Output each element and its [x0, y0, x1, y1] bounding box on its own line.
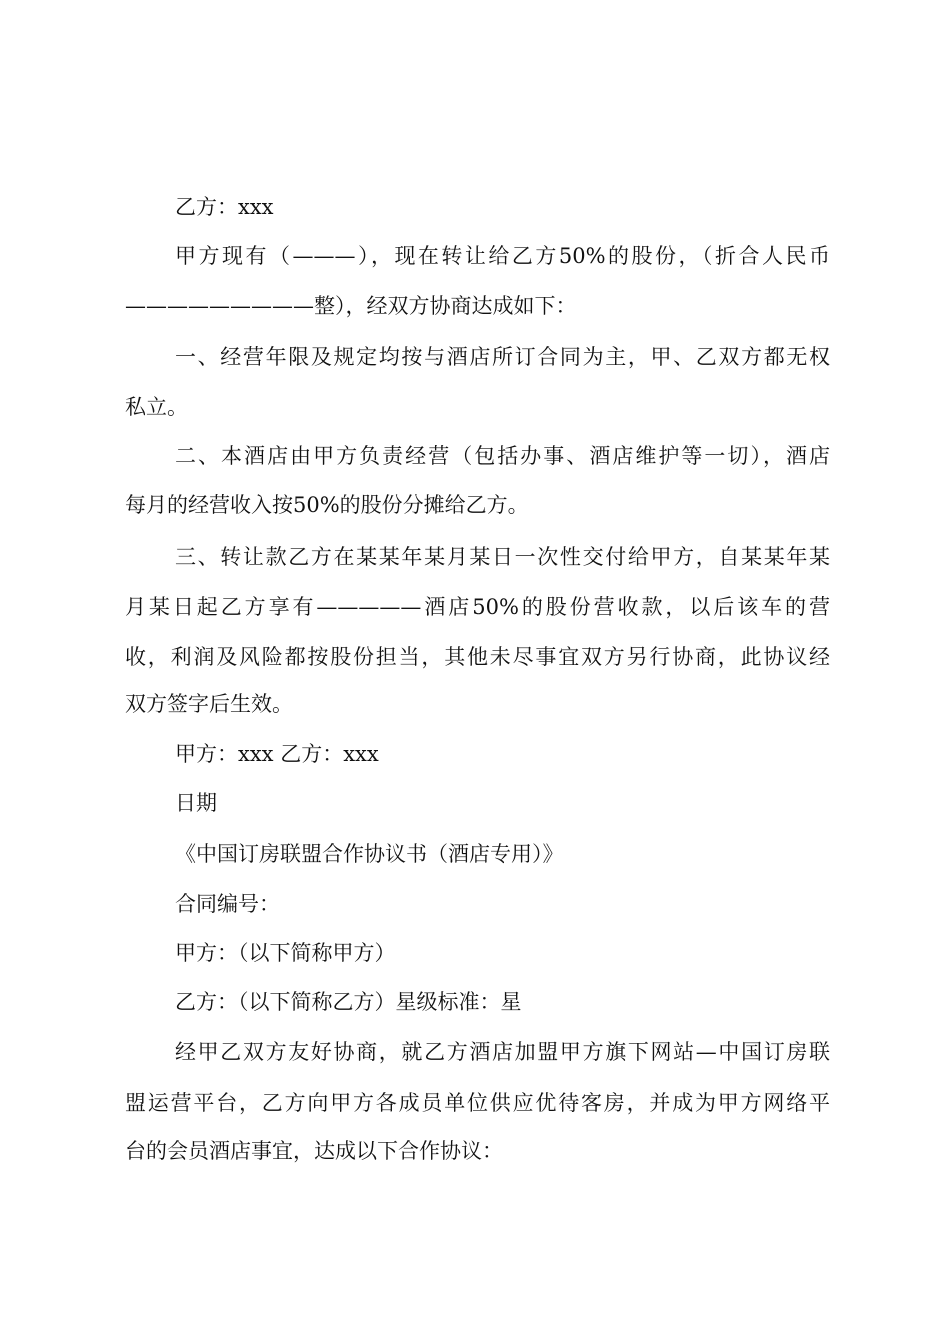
closing-paragraph-line-1: 经甲乙双方友好协商，就乙方酒店加盟甲方旗下网站—中国订房联 — [175, 1040, 830, 1064]
party-b-line: 乙方：xxx — [175, 195, 274, 219]
clause-2-line-2: 每月的经营收入按50%的股份分摊给乙方。 — [125, 493, 529, 517]
contract-number-label: 合同编号： — [175, 892, 280, 916]
clause-2-line-1: 二、本酒店由甲方负责经营（包括办事、酒店维护等一切），酒店 — [175, 444, 830, 468]
closing-paragraph-line-3: 台的会员酒店事宜，达成以下合作协议： — [125, 1139, 503, 1163]
agreement-title: 《中国订房联盟合作协议书（酒店专用）》 — [175, 842, 564, 866]
date-label: 日期 — [175, 791, 217, 815]
clause-3-line-4: 双方签字后生效。 — [125, 692, 293, 716]
clause-1-line-2: 私立。 — [125, 395, 188, 419]
paragraph-intro-line-2: —————————整），经双方协商达成如下： — [125, 294, 577, 318]
clause-3-line-1: 三、转让款乙方在某某年某月某日一次性交付给甲方，自某某年某 — [175, 545, 830, 569]
clause-3-line-3: 收，利润及风险都按股份担当，其他未尽事宜双方另行协商，此协议经 — [125, 645, 830, 669]
party-a-label: 甲方：（以下简称甲方） — [175, 941, 396, 965]
party-b-label: 乙方：（以下简称乙方）星级标准：星 — [175, 990, 522, 1014]
signature-line: 甲方：xxx 乙方：xxx — [175, 742, 379, 766]
paragraph-intro-line-1: 甲方现有（———），现在转让给乙方50%的股份，（折合人民币 — [175, 244, 830, 268]
closing-paragraph-line-2: 盟运营平台，乙方向甲方各成员单位供应优待客房，并成为甲方网络平 — [125, 1091, 830, 1115]
clause-1-line-1: 一、经营年限及规定均按与酒店所订合同为主，甲、乙双方都无权 — [175, 345, 830, 369]
clause-3-line-2: 月某日起乙方享有—————酒店50%的股份营收款，以后该车的营 — [125, 595, 830, 619]
